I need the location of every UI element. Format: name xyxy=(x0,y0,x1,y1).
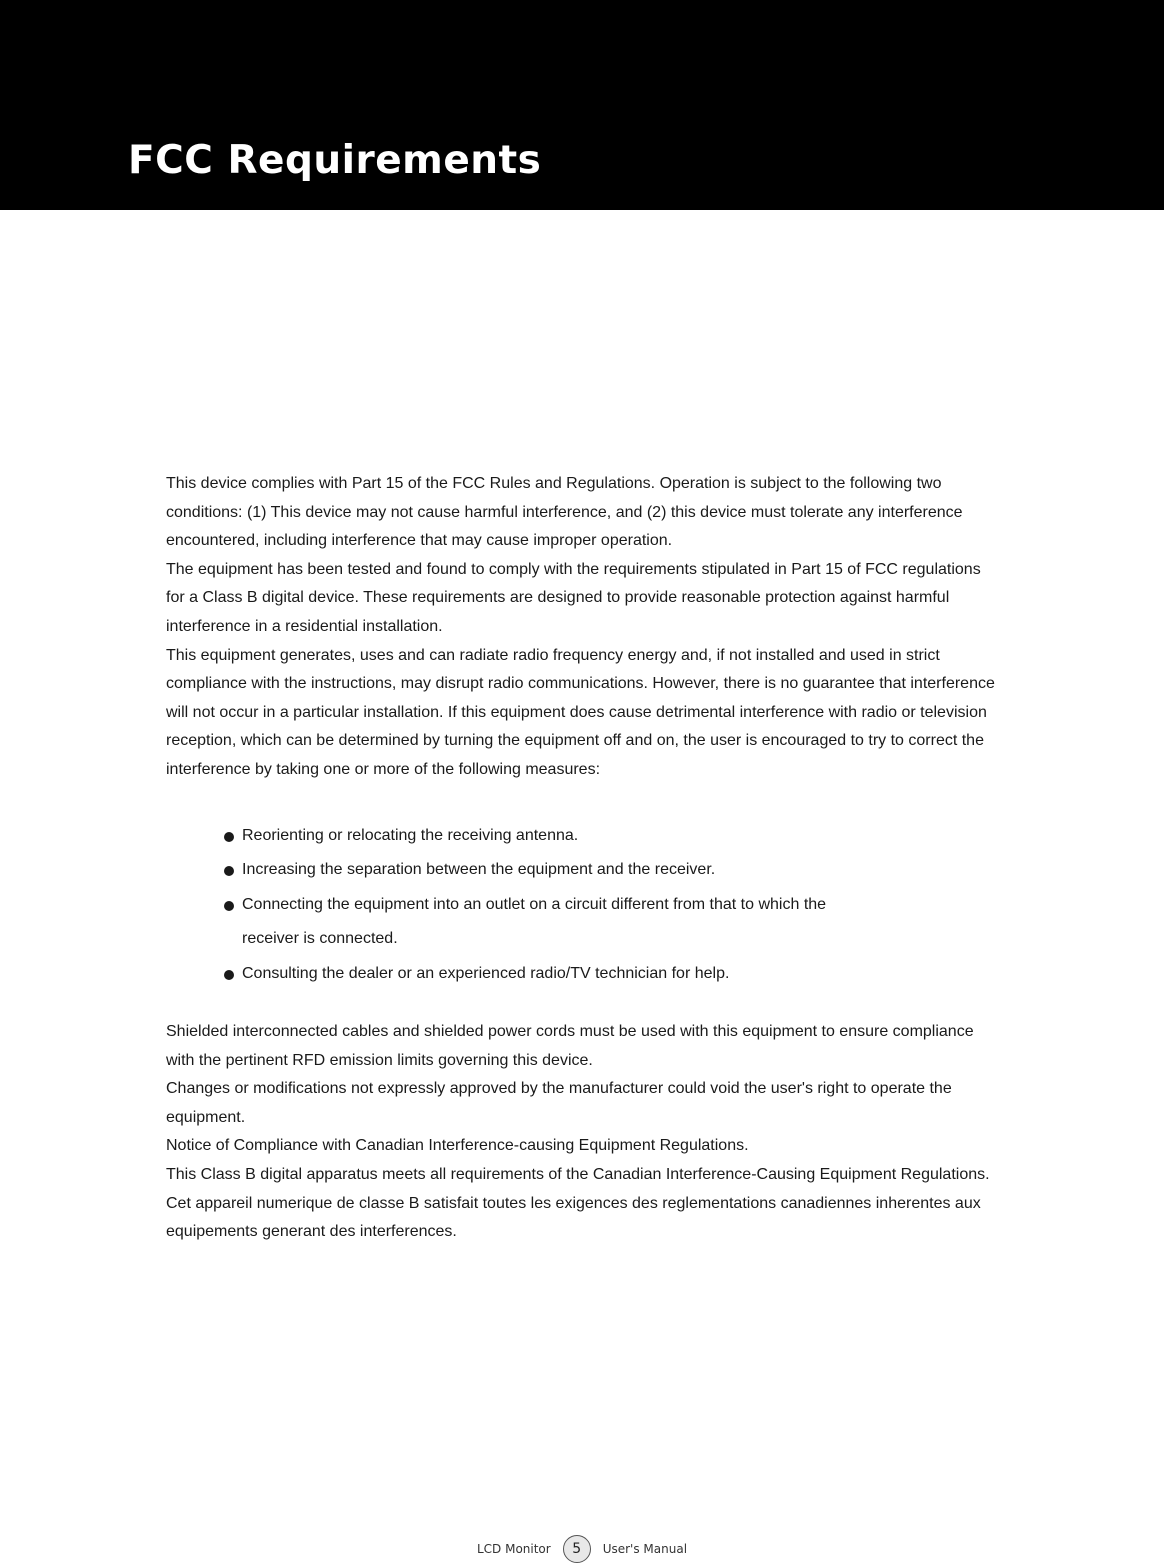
measure-text: Consulting the dealer or an experienced radio/TV technician for help. xyxy=(242,964,730,982)
measure-item xyxy=(224,819,864,854)
intro-paragraph-2: The equipment has been tested and found to comply with the requirements stipulated in Part 15 of FCC regulations for a Class B digital device. These requirements are designed to provide reasonable protection against harmful interference in a residential installation. xyxy=(166,560,981,635)
footer-manual-label: User's Manual xyxy=(602,1542,688,1556)
bullet-icon xyxy=(224,901,234,911)
measure-item xyxy=(224,853,864,888)
measure-item xyxy=(224,957,864,992)
closing-paragraph-5: Cet appareil numerique de classe B satisfait toutes les exigences des reglementations canadiennes inherentes aux equipements generant des interferences. xyxy=(166,1194,981,1241)
page-number: 5 xyxy=(572,1541,582,1557)
footer-product-label: LCD Monitor xyxy=(476,1542,551,1556)
closing-paragraph-4: This Class B digital apparatus meets all requirements of the Canadian Interference-Causing Equipment Regulations. xyxy=(166,1166,990,1183)
closing-paragraph-1: Shielded interconnected cables and shielded power cords must be used with this equipment to ensure compliance with the pertinent RFD emission limits governing this device. xyxy=(166,1023,974,1069)
bullet-icon xyxy=(224,832,234,842)
page-title: FCC Requirements xyxy=(128,138,542,183)
header-band xyxy=(0,0,1164,210)
measure-text: Connecting the equipment into an outlet on a circuit different from that to which the receiver is connected. xyxy=(242,895,827,948)
bullet-icon xyxy=(224,866,234,876)
page-number-badge xyxy=(563,1535,591,1563)
intro-paragraph-3: This equipment generates, uses and can radiate radio frequency energy and, if not installed and used in strict compliance with the instructions, may disrupt radio communications. However, there is no guarantee that interference will not occur in a particular installation. If this equipment does cause detrimental interference with radio or television reception, which can be determined by turning the equipment off and on, the user is encouraged to try to correct the interference by taking one or more of the following measures: xyxy=(166,646,995,778)
page-footer xyxy=(0,1534,1164,1564)
bullet-icon xyxy=(224,970,234,980)
body-text xyxy=(166,470,998,1247)
closing-section xyxy=(166,1018,998,1247)
measure-text: Reorienting or relocating the receiving antenna. xyxy=(242,826,579,844)
measure-item xyxy=(224,888,864,957)
intro-paragraph-1: This device complies with Part 15 of the FCC Rules and Regulations. Operation is subject to the following two conditions: (1) This device may not cause harmful interference, and (2) this device must tolerate any interference encountered, including interference that may cause improper operation. xyxy=(166,475,963,550)
measure-text: Increasing the separation between the equipment and the receiver. xyxy=(242,861,716,879)
closing-paragraph-3: Notice of Compliance with Canadian Interference-causing Equipment Regulations. xyxy=(166,1137,749,1155)
closing-paragraph-2: Changes or modifications not expressly approved by the manufacturer could void the user's right to operate the equipment. xyxy=(166,1080,952,1126)
measures-list xyxy=(166,819,864,992)
